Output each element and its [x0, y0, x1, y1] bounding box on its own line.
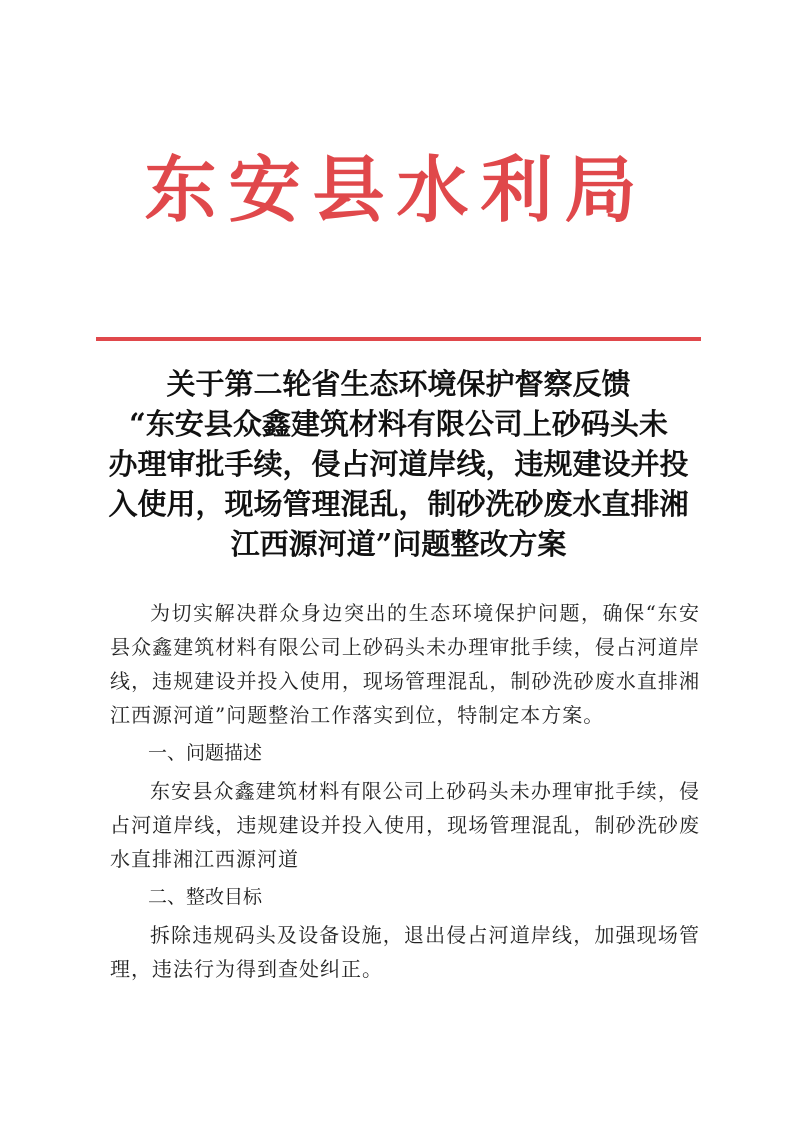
section-text-goal: 拆除违规码头及设备设施，退出侵占河道岸线，加强现场管理，违法行为得到查处纠正。: [110, 923, 700, 981]
issuing-org-header: 东安县水利局: [144, 148, 649, 232]
title-line: 江西源河道”问题整改方案: [230, 527, 567, 561]
document-body: [110, 596, 700, 990]
document-title: [100, 364, 697, 564]
section-text-problem: 东安县众鑫建筑材料有限公司上砂码头未办理审批手续，侵占河道岸线，违规建设并投入使用，现场管理混乱，制砂洗砂废水直排湘江西源河道: [110, 779, 700, 871]
section-heading-problem: 一、问题描述: [148, 742, 263, 764]
intro-paragraph: 为切实解决群众身边突出的生态环境保护问题，确保“东安县众鑫建筑材料有限公司上砂码头未办理审批手续，侵占河道岸线，违规建设并投入使用，现场管理混乱，制砂洗砂废水直排湘江西源河道”问题整治工作落实到位，特制定本方案。: [110, 601, 700, 727]
title-line: 入使用，现场管理混乱，制砂洗砂废水直排湘: [108, 487, 689, 521]
red-divider-line: [96, 337, 701, 341]
title-line: 办理审批手续，侵占河道岸线，违规建设并投: [108, 447, 689, 481]
section-heading-goal: 二、整改目标: [148, 886, 263, 908]
title-line: 关于第二轮省生态环境保护督察反馈: [166, 367, 631, 401]
title-line: “东安县众鑫建筑材料有限公司上砂码头未: [129, 407, 668, 441]
